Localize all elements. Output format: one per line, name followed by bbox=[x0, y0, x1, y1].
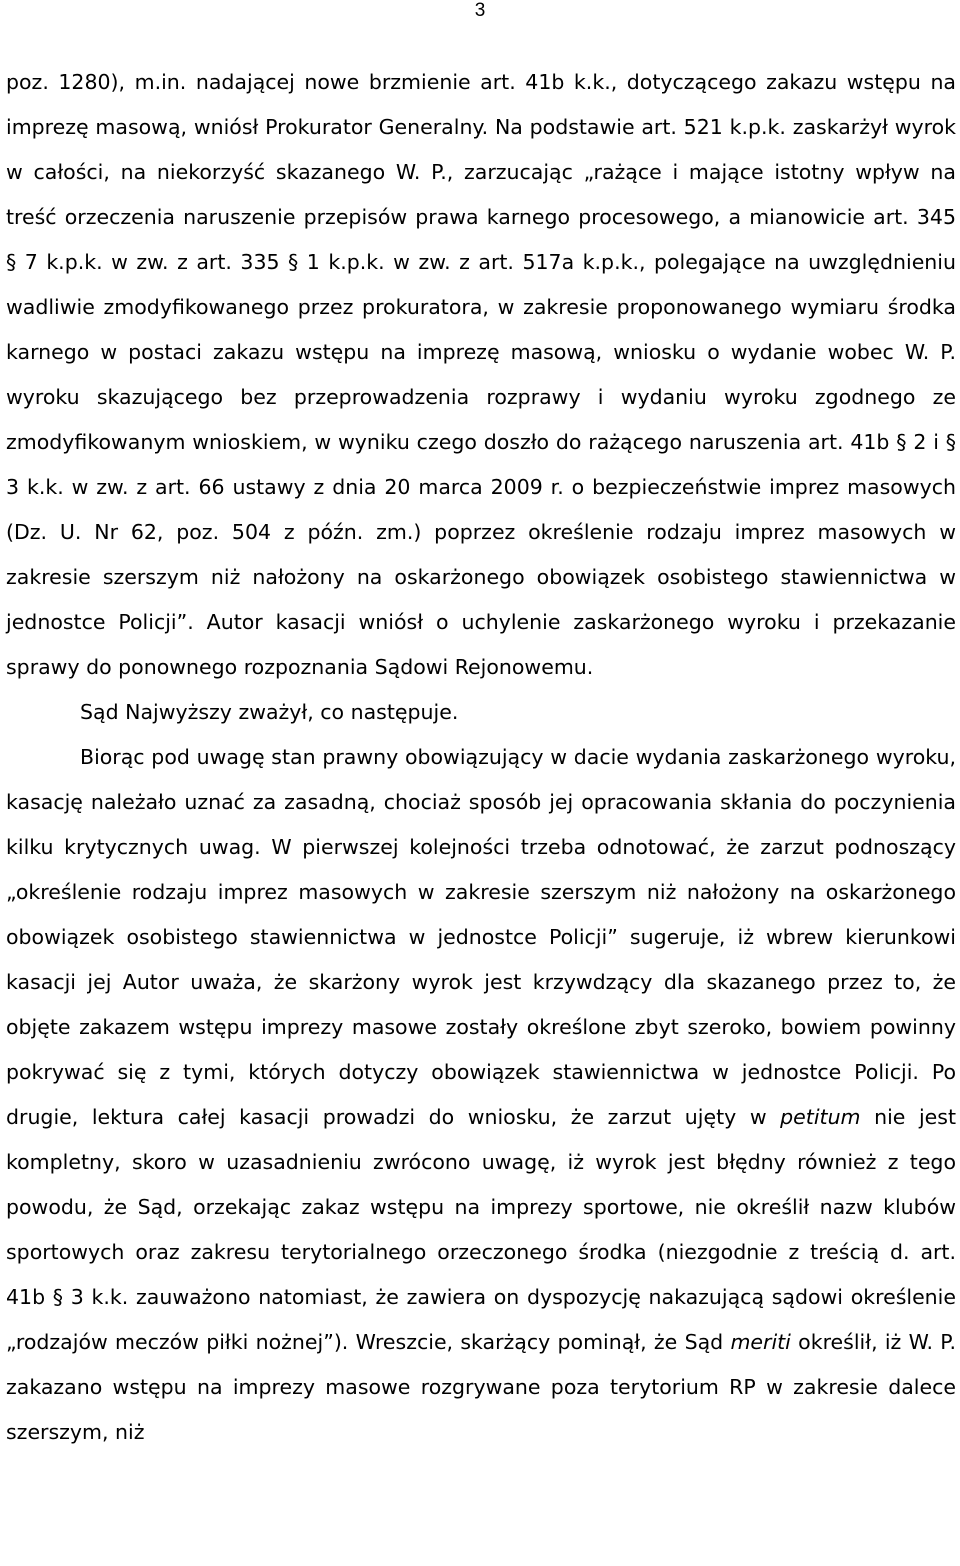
paragraph-3 bbox=[6, 735, 956, 1455]
paragraph-1 bbox=[6, 60, 956, 690]
paragraph-2-text: Sąd Najwyższy zważył, co następuje. bbox=[80, 700, 459, 724]
italic-term-petitum: petitum bbox=[780, 1105, 861, 1129]
italic-term-meriti: meriti bbox=[730, 1330, 791, 1354]
paragraph-3-text-part-2: nie jest kompletny, skoro w uzasadnieniu zwrócono uwagę, iż wyrok jest błędny również z tego powodu, że Sąd, orzekając zakaz wstępu na imprezy sportowe, nie określił nazw klubów sportowych oraz zakresu terytorialnego orzeczonego środka (niezgodnie z treścią d. art. 41b § 3 k.k. zauważono natomiast, że zawiera on dyspozycję nakazującą sądowi określenie „rodzajów meczów piłki nożnej”). Wreszcie, skarżący pominął, że Sąd bbox=[6, 1105, 957, 1354]
paragraph-2 bbox=[6, 690, 956, 735]
page-number: 3 bbox=[474, 0, 486, 21]
paragraph-3-text-part-1: Biorąc pod uwagę stan prawny obowiązujący w dacie wydania zaskarżonego wyroku, kasację należało uznać za zasadną, chociaż sposób jej opracowania skłania do poczynienia kilku krytycznych uwag. W pierwszej kolejności trzeba odnotować, że zarzut podnoszący „określenie rodzaju imprez masowych w zakresie szerszym niż nałożony na oskarżonego obowiązek osobistego stawiennictwa w jednostce Policji” sugeruje, iż wbrew kierunkowi kasacji jej Autor uważa, że skarżony wyrok jest krzywdzący dla skazanego przez to, że objęte zakazem wstępu imprezy masowe zostały określone zbyt szeroko, bowiem powinny pokrywać się z tymi, których dotyczy obowiązek stawiennictwa w jednostce Policji. Po drugie, lektura całej kasacji prowadzi do wniosku, że zarzut ujęty w bbox=[6, 745, 956, 1129]
paragraph-3-text-part-3: określił, iż W. P. zakazano wstępu na imprezy masowe rozgrywane poza terytorium RP w zakresie dalece szerszym, niż bbox=[6, 1330, 956, 1444]
paragraph-1-text: poz. 1280), m.in. nadającej nowe brzmienie art. 41b k.k., dotyczącego zakazu wstępu na imprezę masową, wniósł Prokurator Generalny. Na podstawie art. 521 k.p.k. zaskarżył wyrok w całości, na niekorzyść skazanego W. P., zarzucając „rażące i mające istotny wpływ na treść orzeczenia naruszenie przepisów prawa karnego procesowego, a mianowicie art. 345 § 7 k.p.k. w zw. z art. 335 § 1 k.p.k. w zw. z art. 517a k.p.k., polegające na uwzględnieniu wadliwie zmodyfikowanego przez prokuratora, w zakresie proponowanego wymiaru środka karnego w postaci zakazu wstępu na imprezę masową, wniosku o wydanie wobec W. P. wyroku skazującego bez przeprowadzenia rozprawy i wydaniu wyroku zgodnego ze zmodyfikowanym wnioskiem, w wyniku czego doszło do rażącego naruszenia art. 41b § 2 i § 3 k.k. w zw. z art. 66 ustawy z dnia 20 marca 2009 r. o bezpieczeństwie imprez masowych (Dz. U. Nr 62, poz. 504 z późn. zm.) poprzez określenie rodzaju imprez masowych w zakresie szerszym niż nałożony na oskarżonego obowiązek osobistego stawiennictwa w jednostce Policji”. Autor kasacji wniósł o uchylenie zaskarżonego wyroku i przekazanie sprawy do ponownego rozpoznania Sądowi Rejonowemu. bbox=[6, 70, 956, 679]
document-body bbox=[6, 60, 956, 1455]
